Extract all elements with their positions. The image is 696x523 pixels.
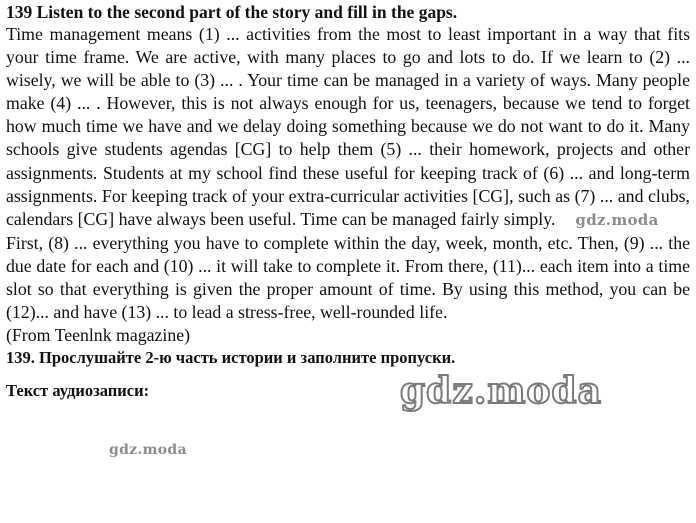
watermark-under-heading: gdz.moda (109, 442, 187, 458)
paragraph-2: First, (8) ... everything you have to complete within the day, week, month, etc. Then, (9) ... the due date for each and (10) ... it will take to complete it. From there, (11)... each item into a time slot so that everything is given the proper amount of time. By using this method, you can be (12)... and have (13) ... to lead a stress-free, well-rounded life. (6, 232, 690, 323)
exercise-heading-en: 139 Listen to the second part of the story and fill in the gaps. (6, 2, 458, 22)
page (6, 0, 690, 402)
exercise-heading-ru: 139. Прослушайте 2-ю часть истории и заполните пропуски. (6, 348, 456, 368)
paragraph-1-text: Time management means (1) ... activities from the most to least important in a way that fits your time frame. We are active, with many places to go and lots to do. If we learn to (2) ... wisely, we will be able to (3) ... . Your time can be managed in a variety of ways. Many people make (4) ... . However, this is not always enough for us, teenagers, because we tend to forget how much time we have and we delay doing something because we do not want to do it. Many schools give students agendas [CG] to help them (5) ... their homework, projects and other assignments. Students at my school find these useful for keeping track of (6) ... and long-term assignments. For keeping track of your extra-curricular activities [CG], such as (7) ... and clubs, calendars [CG] have always been useful. Time can be managed fairly simply. (6, 24, 690, 229)
transcript-label: Текст аудиозаписи: (6, 381, 150, 401)
watermark-inline: gdz.moda (575, 210, 659, 229)
source-note: (From Teenlnk magazine) (6, 325, 191, 346)
paragraph-1 (6, 23, 690, 232)
exercise-body (6, 23, 690, 324)
watermark-large: gdz.moda (400, 370, 602, 412)
